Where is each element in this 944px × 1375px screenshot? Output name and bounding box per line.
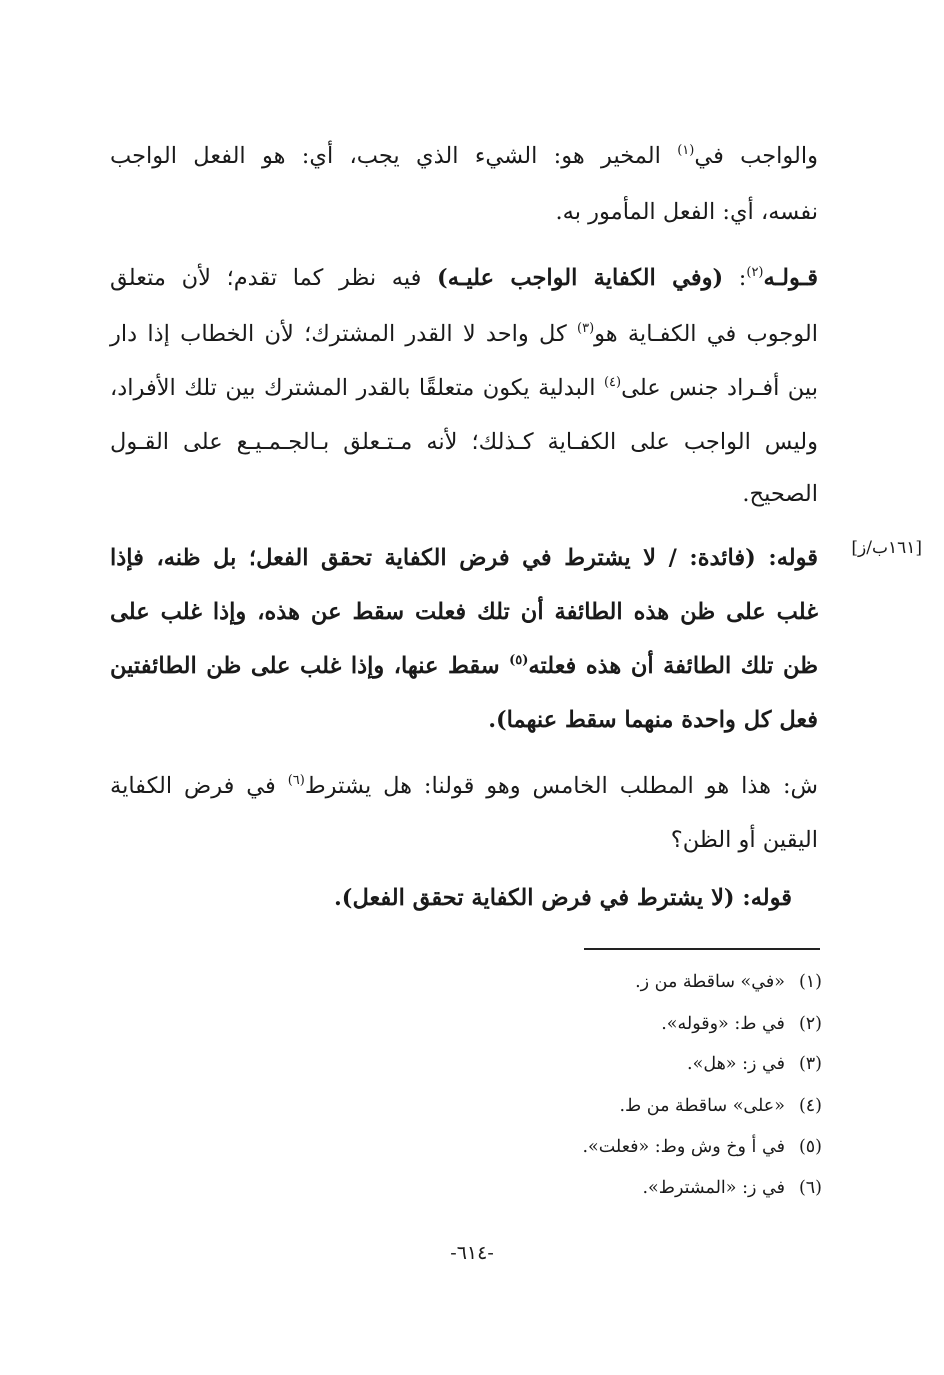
footnote-text: «على» ساقطة من ط. <box>619 1096 785 1116</box>
text-run: ظن تلك الطائفة أن هذه فعلته <box>528 653 818 679</box>
footnote-marker: (٢) <box>746 265 764 280</box>
footnote <box>222 1050 822 1078</box>
footnote-marker: (١) <box>677 143 695 158</box>
text-line: فعل كل واحدة منهما سقط عنهما). <box>488 707 818 733</box>
text-line <box>110 128 818 184</box>
text-run: كل واحد لا القدر المشترك؛ لأن الخطاب إذا دار <box>110 321 577 347</box>
page-number: -٦١٤- <box>450 1242 494 1264</box>
footnote <box>222 1092 822 1120</box>
footnote-text: في ز: «المشترط». <box>642 1178 785 1198</box>
footnote-number: (٦) <box>798 1178 822 1198</box>
text-run: البدلية يكون متعلقًا بالقدر المشترك بين تلك الأفراد، <box>110 375 604 401</box>
text-line: غلب على ظن هذه الطائفة أن تلك فعلت سقط عن هذه، وإذا غلب على <box>110 599 818 625</box>
text-line: قوله: (فائدة: / لا يشترط في فرض الكفاية تحقق الفعل؛ بل ظنه، فإذا <box>110 545 818 571</box>
text-run: : <box>723 265 747 291</box>
footnote-marker: (٦) <box>287 773 305 788</box>
text-run: والواجب في <box>694 143 818 169</box>
manuscript-folio-ref: [١٦١ب/ز] <box>851 538 922 558</box>
footnote-text: «في» ساقطة من ز. <box>635 972 785 992</box>
footnote-text: في ط: «وقوله». <box>661 1014 785 1034</box>
quote-label: قـولـه <box>763 265 818 291</box>
footnote-number: (٤) <box>798 1096 822 1116</box>
footnote-number: (٥) <box>798 1137 822 1157</box>
text-line: نفسه، أي: الفعل المأمور به. <box>555 199 818 225</box>
footnote-marker: (٥) <box>509 653 529 668</box>
footnote-text: في أ وخ وش وط: «فعلت». <box>582 1137 785 1157</box>
quoted-text: (وفي الكفاية الواجب عليـه) <box>437 265 724 291</box>
text-line <box>110 758 818 814</box>
footnote-number: (١) <box>798 972 822 992</box>
text-line <box>110 360 818 416</box>
footnote-marker: (٤) <box>603 375 622 390</box>
text-line: الصحيح. <box>742 481 818 507</box>
text-line: اليقين أو الظن؟ <box>670 827 818 853</box>
footnote-marker: (٣) <box>577 321 595 336</box>
footnote <box>222 1174 822 1202</box>
text-run: سقط عنها، وإذا غلب على ظن الطائفتين <box>110 653 510 679</box>
text-line: قوله: (لا يشترط في فرض الكفاية تحقق الفعل). <box>333 885 792 911</box>
text-run: الوجوب في الكفـاية هو <box>594 321 818 347</box>
text-line <box>110 638 818 694</box>
footnote <box>222 1010 822 1038</box>
text-run: في فرض الكفاية <box>110 773 288 799</box>
text-run: بين أفـراد جنس على <box>621 375 818 401</box>
footnote-number: (٢) <box>798 1014 822 1034</box>
text-line <box>110 250 818 306</box>
footnote-number: (٣) <box>798 1054 822 1074</box>
footnote-separator <box>584 948 820 950</box>
text-line <box>110 306 818 362</box>
text-line: وليس الواجب على الكفـاية كـذلك؛ لأنه مـتـعلق بـالجـمـيـع على القـول <box>110 429 818 455</box>
footnote <box>222 1133 822 1161</box>
footnote-text: في ز: «هل». <box>687 1054 785 1074</box>
text-run: المخير هو: الشيء الذي يجب، أي: هو الفعل الواجب <box>110 143 678 169</box>
footnote <box>222 968 822 996</box>
text-run: فيه نظر كما تقدم؛ لأن متعلق <box>110 265 438 291</box>
text-run: ش: هذا هو المطلب الخامس وهو قولنا: هل يشترط <box>304 773 818 799</box>
